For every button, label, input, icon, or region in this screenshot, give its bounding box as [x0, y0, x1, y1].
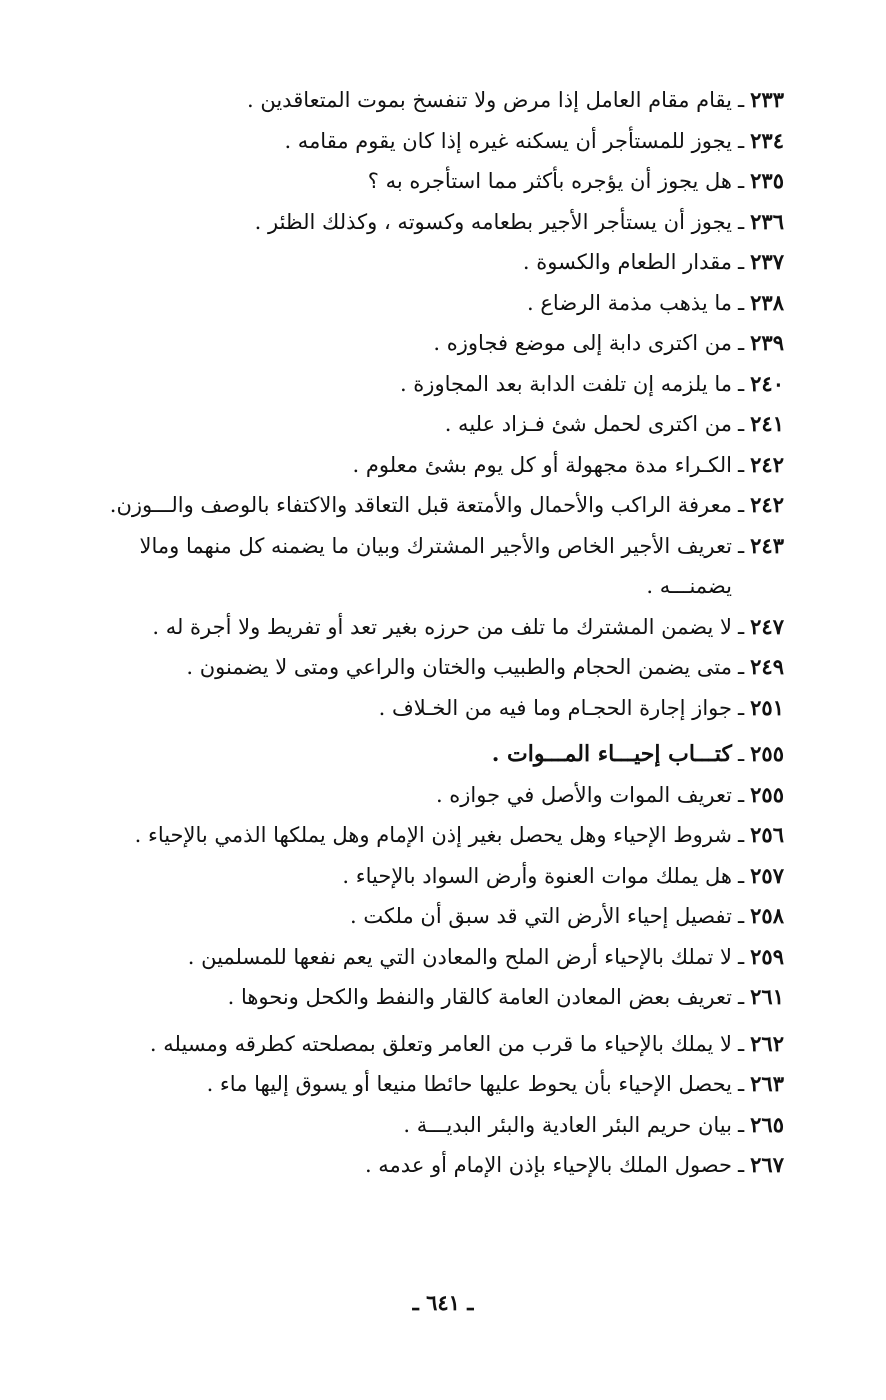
entry-page-number: ٢٣٤ — [750, 127, 784, 153]
entry-page-number: ٢٦٧ — [750, 1152, 784, 1177]
toc-entry — [104, 283, 784, 324]
entry-title: معرفة الراكب والأحمال والأمتعة قبل التعاقد والاكتفاء بالوصف والـــوزن. — [109, 493, 732, 517]
entry-dash: ـ — [738, 823, 745, 847]
entry-title: تعريف بعض المعادن العامة كالقار والنفط والكحل ونحوها . — [227, 985, 732, 1009]
entry-title: من اكترى دابة إلى موضع فجاوزه . — [433, 331, 732, 355]
entry-dash: ـ — [738, 782, 745, 807]
entry-dash: ـ — [738, 614, 745, 639]
toc-entry — [104, 937, 784, 978]
entry-page-number: ٢٤٣ — [750, 532, 784, 558]
toc-entry — [104, 121, 784, 162]
entry-dash: ـ — [738, 452, 745, 477]
toc-entry — [104, 161, 784, 202]
toc-entry — [104, 977, 784, 1018]
entry-page-number: ٢٦٣ — [750, 1071, 784, 1096]
entry-title: يجوز أن يستأجر الأجير بطعامه وكسوته ، وكذلك الظئر . — [254, 209, 732, 234]
entry-title: من اكترى لحمل شئ فـزاد عليه . — [444, 412, 732, 436]
toc-entry — [104, 80, 784, 121]
toc-entry — [104, 856, 784, 897]
entry-dash: ـ — [738, 371, 745, 396]
toc-entry — [104, 404, 784, 445]
toc-entry — [104, 323, 784, 364]
entry-title: جواز إجارة الحجـام وما فيه من الخـلاف . — [378, 695, 732, 720]
entry-dash: ـ — [738, 331, 745, 355]
entry-dash: ـ — [738, 742, 745, 766]
toc-entry — [104, 896, 784, 937]
toc-entry — [104, 1024, 784, 1065]
entry-title: لا تملك بالإحياء أرض الملح والمعادن التي يعم نفعها للمسلمين . — [187, 944, 732, 969]
entry-title: يقام مقام العامل إذا مرض ولا تنفسخ بموت المتعاقدين . — [247, 88, 732, 112]
entry-title: الكـراء مدة مجهولة أو كل يوم بشئ معلوم . — [352, 452, 732, 477]
entry-page-number: ٢٥٩ — [750, 943, 784, 969]
entry-page-number: ٢٣٦ — [750, 208, 784, 234]
entry-title: ما يذهب مذمة الرضاع . — [527, 290, 732, 315]
entry-dash: ـ — [738, 655, 745, 679]
entry-dash: ـ — [738, 250, 745, 274]
entry-title: تعريف الأجير الخاص والأجير المشترك وبيان ما يضمنه كل منهما ومالا يضمنـــه . — [139, 533, 732, 598]
entry-dash: ـ — [738, 695, 745, 720]
entry-dash: ـ — [738, 1031, 745, 1056]
entry-title: متى يضمن الحجام والطبيب والختان والراعي ومتى لا يضمنون . — [186, 655, 732, 679]
entry-page-number: ٢٤٠ — [750, 370, 784, 396]
toc-entry — [104, 526, 784, 607]
entry-dash: ـ — [738, 290, 745, 315]
entry-page-number: ٢٥٥ — [750, 741, 784, 766]
entry-dash: ـ — [738, 533, 745, 558]
toc-entry — [104, 242, 784, 283]
entry-page-number: ٢٥٧ — [750, 862, 784, 888]
entry-page-number: ٢٣٩ — [750, 330, 784, 355]
toc-entry — [104, 202, 784, 243]
toc-section-heading — [104, 734, 784, 775]
entry-title: يحصل الإحياء بأن يحوط عليها حائطا منيعا أو يسوق إليها ماء . — [206, 1072, 732, 1096]
entry-dash: ـ — [738, 904, 745, 928]
entry-page-number: ٢٣٨ — [750, 289, 784, 315]
entry-dash: ـ — [738, 1153, 745, 1177]
entry-page-number: ٢٣٣ — [750, 87, 784, 112]
section-title: كتـــاب إحيـــاء المـــوات . — [491, 741, 732, 767]
toc-entry — [104, 647, 784, 688]
entry-dash: ـ — [738, 412, 745, 436]
entry-page-number: ٢٥٦ — [750, 822, 784, 847]
table-of-contents — [104, 80, 784, 1186]
entry-title: هل يملك موات العنوة وأرض السواد بالإحياء . — [342, 863, 732, 888]
entry-page-number: ٢٦١ — [750, 984, 784, 1009]
entry-dash: ـ — [738, 863, 745, 888]
toc-entry — [104, 775, 784, 816]
toc-entry — [104, 607, 784, 648]
entry-page-number: ٢٦٢ — [750, 1030, 784, 1056]
entry-page-number: ٢٣٧ — [750, 249, 784, 274]
entry-page-number: ٢٤٢ — [750, 451, 784, 477]
entry-page-number: ٢٦٥ — [750, 1111, 784, 1137]
entry-title: لا يضمن المشترك ما تلف من حرزه بغير تعد أو تفريط ولا أجرة له . — [152, 614, 732, 639]
entry-title: تعريف الموات والأصل في جوازه . — [435, 782, 732, 807]
toc-entry — [104, 1064, 784, 1105]
toc-entry — [104, 1145, 784, 1186]
entry-title: هل يجوز أن يؤجره بأكثر مما استأجره به ؟ — [367, 169, 732, 193]
entry-page-number: ٢٣٥ — [750, 168, 784, 193]
entry-page-number: ٢٥١ — [750, 694, 784, 720]
entry-dash: ـ — [738, 1072, 745, 1096]
page-number: ـ ٦٤١ ـ — [412, 1290, 474, 1315]
entry-title: لا يملك بالإحياء ما قرب من العامر وتعلق بمصلحته كطرقه ومسيله . — [149, 1031, 732, 1056]
entry-title: ما يلزمه إن تلفت الدابة بعد المجاوزة . — [399, 371, 732, 396]
entry-title: مقدار الطعام والكسوة . — [522, 250, 732, 274]
entry-page-number: ٢٥٨ — [750, 903, 784, 928]
entry-dash: ـ — [738, 944, 745, 969]
toc-entry — [104, 364, 784, 405]
toc-entry — [104, 688, 784, 729]
entry-dash: ـ — [738, 1112, 745, 1137]
entry-dash: ـ — [738, 88, 745, 112]
entry-dash: ـ — [738, 493, 745, 517]
entry-dash: ـ — [738, 209, 745, 234]
toc-entry — [104, 445, 784, 486]
entry-dash: ـ — [738, 985, 745, 1009]
entry-page-number: ٢٤٩ — [750, 654, 784, 679]
entry-dash: ـ — [738, 169, 745, 193]
toc-entry — [104, 815, 784, 856]
toc-entry — [104, 1105, 784, 1146]
entry-title: تفصيل إحياء الأرض التي قد سبق أن ملكت . — [349, 904, 732, 928]
entry-title: يجوز للمستأجر أن يسكنه غيره إذا كان يقوم مقامه . — [284, 128, 732, 153]
entry-page-number: ٢٤١ — [750, 411, 784, 436]
entry-title: بيان حريم البئر العادية والبئر البديـــة . — [403, 1112, 732, 1137]
entry-page-number: ٢٥٥ — [750, 781, 784, 807]
entry-page-number: ٢٤٢ — [750, 492, 784, 517]
entry-title: حصول الملك بالإحياء بإذن الإمام أو عدمه . — [364, 1153, 732, 1177]
entry-dash: ـ — [738, 128, 745, 153]
toc-entry — [104, 485, 784, 526]
entry-page-number: ٢٤٧ — [750, 613, 784, 639]
entry-title: شروط الإحياء وهل يحصل بغير إذن الإمام وهل يملكها الذمي بالإحياء . — [134, 823, 732, 847]
